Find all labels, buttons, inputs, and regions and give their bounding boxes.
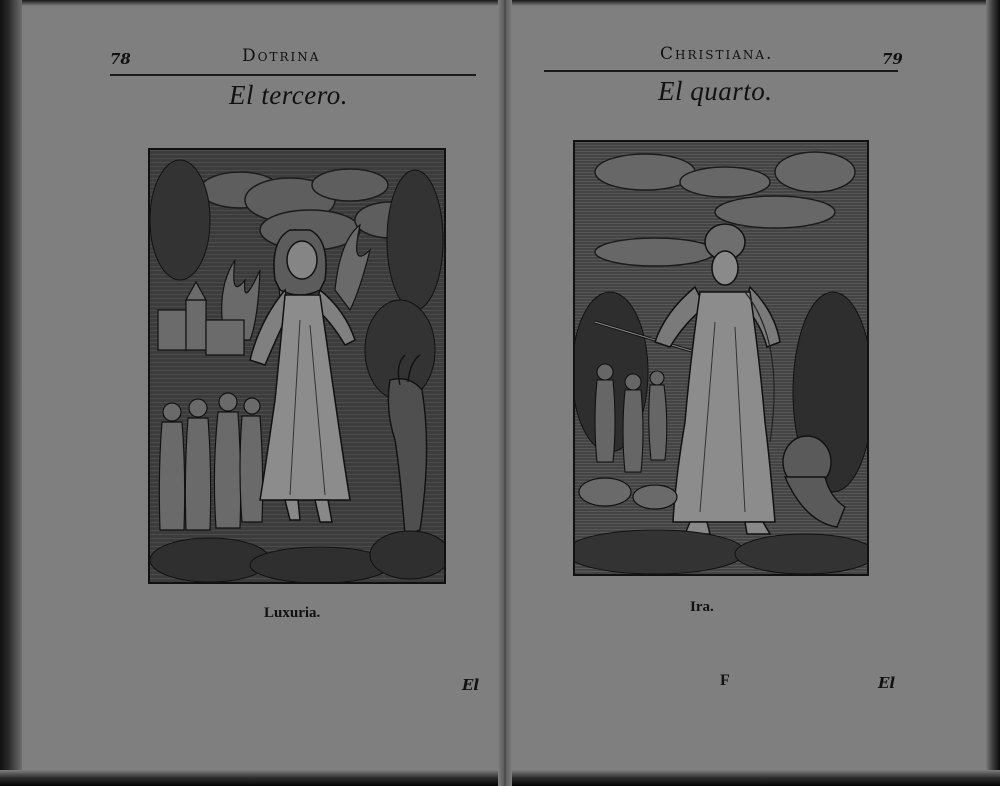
right-page-number: 79	[882, 50, 903, 68]
woodcut-ira-icon	[573, 140, 869, 576]
page-edge-right	[986, 0, 1000, 786]
left-catchword: El	[462, 676, 480, 694]
left-page-number: 78	[110, 50, 131, 68]
woodcut-ira-art	[575, 142, 867, 574]
right-section-title: El quarto.	[658, 76, 773, 106]
left-caption: Luxuria.	[264, 605, 321, 621]
page-edge-left	[0, 0, 22, 786]
left-running-head: Dotrina	[242, 46, 321, 66]
left-head-rule	[110, 74, 476, 76]
right-caption: Ira.	[690, 599, 714, 615]
right-catchword: El	[878, 674, 896, 692]
right-head-rule	[544, 70, 898, 72]
book-gutter	[498, 0, 512, 786]
left-section-title: El tercero.	[229, 80, 348, 110]
woodcut-luxuria-icon	[148, 148, 446, 584]
signature-mark: F	[720, 672, 730, 689]
woodcut-luxuria-art	[150, 150, 444, 582]
right-page	[512, 0, 986, 786]
right-running-head: Christiana.	[660, 44, 774, 64]
left-page	[22, 0, 498, 786]
